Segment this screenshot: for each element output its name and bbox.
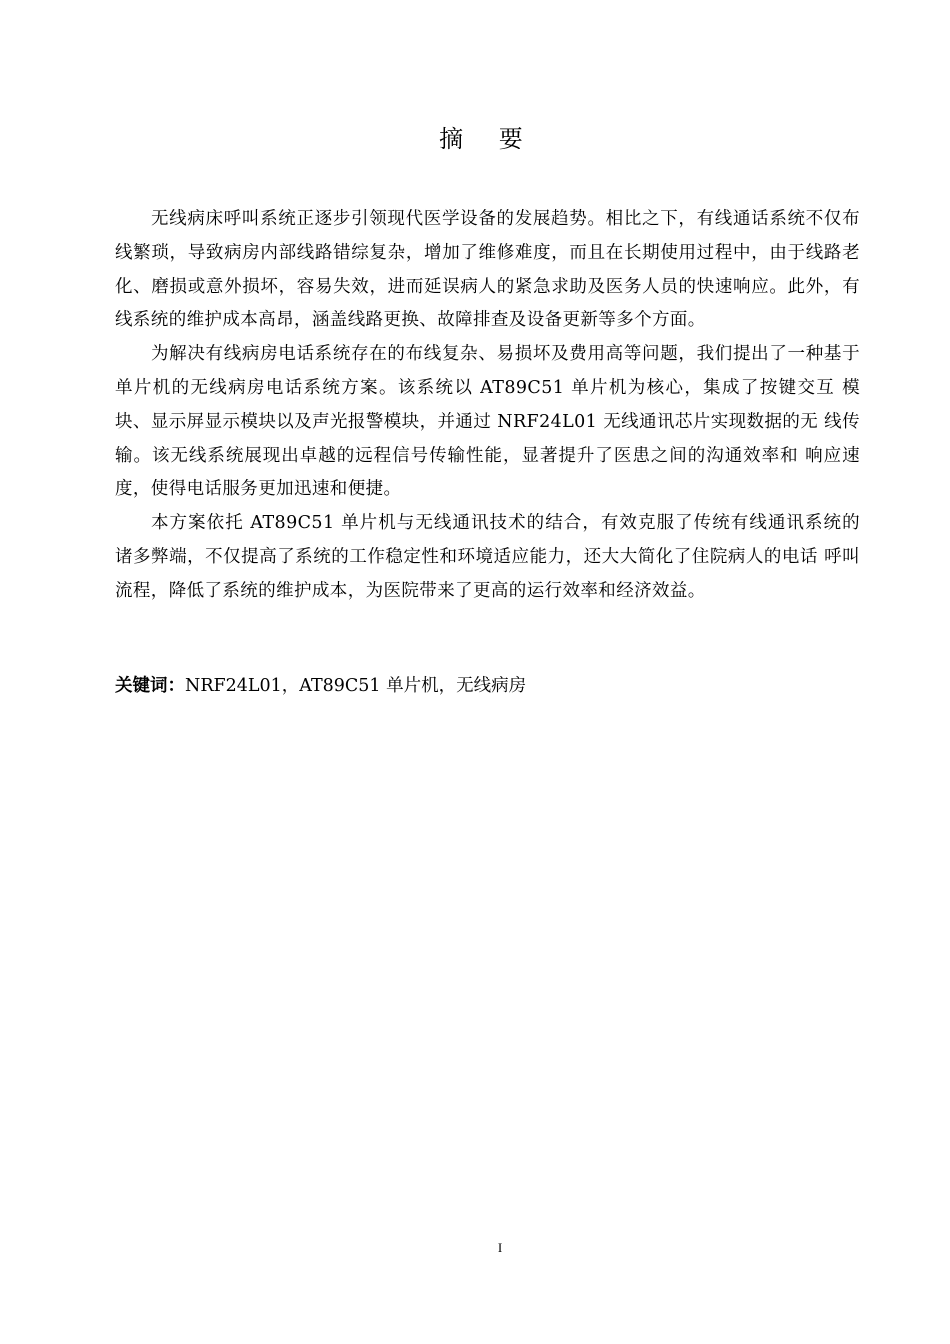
keywords-value: NRF24L01，AT89C51 单片机，无线病房 — [185, 676, 527, 696]
abstract-body — [115, 203, 860, 609]
keywords-line — [115, 672, 860, 700]
abstract-paragraph-2: 为解决有线病房电话系统存在的布线复杂、易损坏及费用高等问题，我们提出了一种基于单片机的无线病房电话系统方案。该系统以 AT89C51 单片机为核心，集成了按键交互 模块、显示屏显示模块以及声光报警模块，并通过 NRF24L01 无线通讯芯片实现数据的无 线传输。该无线系统展现出卓越的远程信号传输性能，显著提升了医患之间的沟通效率和 响应速度，使得电话服务更加迅速和便捷。 — [115, 344, 860, 500]
page-title: 摘 要 — [439, 125, 537, 153]
page-number: I — [497, 1240, 503, 1255]
abstract-paragraph-3: 本方案依托 AT89C51 单片机与无线通讯技术的结合，有效克服了传统有线通讯系统的 诸多弊端，不仅提高了系统的工作稳定性和环境适应能力，还大大简化了住院病人的电话 呼叫流程，降低了系统的维护成本，为医院带来了更高的运行效率和经济效益。 — [115, 513, 860, 601]
keywords-label: 关键词： — [115, 676, 185, 696]
abstract-paragraph-1: 无线病床呼叫系统正逐步引领现代医学设备的发展趋势。相比之下，有线通话系统不仅布线繁琐，导致病房内部线路错综复杂，增加了维修难度，而且在长期使用过程中，由于线路老化、磨损或意外损坏，容易失效，进而延误病人的紧急求助及医务人员的快速响应。此外，有线系统的维护成本高昂，涵盖线路更换、故障排查及设备更新等多个方面。 — [115, 209, 860, 331]
